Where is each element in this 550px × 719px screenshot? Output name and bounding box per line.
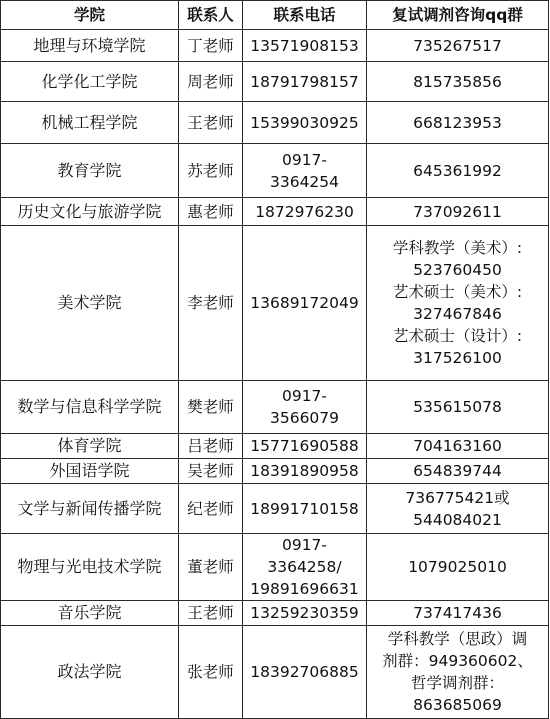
qq-cell: 1079025010 [367,534,549,601]
phone-cell: 18391890958 [243,459,367,484]
header-college: 学院 [1,1,179,30]
header-phone: 联系电话 [243,1,367,30]
header-qq: 复试调剂咨询qq群 [367,1,549,30]
contact-cell: 王老师 [179,102,243,144]
college-cell: 地理与环境学院 [1,30,179,62]
contact-cell: 董老师 [179,534,243,601]
phone-cell: 0917- 3364254 [243,144,367,198]
phone-cell: 15771690588 [243,434,367,459]
college-cell: 外国语学院 [1,459,179,484]
phone-cell: 1872976230 [243,198,367,226]
table-row [1,434,549,459]
table-row [1,601,549,626]
table-row [1,534,549,601]
header-row [1,1,549,30]
college-cell: 机械工程学院 [1,102,179,144]
qq-cell: 736775421或 544084021 [367,484,549,534]
qq-cell: 学科教学（美术）: 523760450 艺术硕士（美术）: 327467846 艺术硕士（设计）: 317526100 [367,226,549,381]
phone-cell: 18392706885 [243,626,367,719]
phone-cell: 18791798157 [243,62,367,102]
contact-cell: 李老师 [179,226,243,381]
college-cell: 文学与新闻传播学院 [1,484,179,534]
table-row [1,62,549,102]
contact-cell: 王老师 [179,601,243,626]
contact-cell: 吴老师 [179,459,243,484]
qq-cell: 737092611 [367,198,549,226]
college-cell: 美术学院 [1,226,179,381]
contact-cell: 惠老师 [179,198,243,226]
college-cell: 历史文化与旅游学院 [1,198,179,226]
qq-cell: 535615078 [367,381,549,434]
qq-cell: 645361992 [367,144,549,198]
phone-cell: 0917- 3566079 [243,381,367,434]
contact-cell: 苏老师 [179,144,243,198]
table-row [1,459,549,484]
phone-cell: 0917- 3364258/ 19891696631 [243,534,367,601]
phone-cell: 15399030925 [243,102,367,144]
phone-cell: 13259230359 [243,601,367,626]
contact-cell: 纪老师 [179,484,243,534]
table-row [1,102,549,144]
college-cell: 数学与信息科学学院 [1,381,179,434]
qq-cell: 654839744 [367,459,549,484]
college-cell: 教育学院 [1,144,179,198]
qq-cell: 668123953 [367,102,549,144]
table-row [1,30,549,62]
table-row [1,484,549,534]
table-row [1,626,549,719]
qq-cell: 704163160 [367,434,549,459]
college-cell: 化学化工学院 [1,62,179,102]
qq-cell: 737417436 [367,601,549,626]
contact-cell: 周老师 [179,62,243,102]
phone-cell: 13689172049 [243,226,367,381]
header-contact: 联系人 [179,1,243,30]
table-row [1,144,549,198]
contact-cell: 吕老师 [179,434,243,459]
contact-cell: 丁老师 [179,30,243,62]
contact-cell: 张老师 [179,626,243,719]
qq-cell: 815735856 [367,62,549,102]
college-cell: 音乐学院 [1,601,179,626]
contact-cell: 樊老师 [179,381,243,434]
college-cell: 体育学院 [1,434,179,459]
qq-cell: 735267517 [367,30,549,62]
phone-cell: 13571908153 [243,30,367,62]
table-row [1,381,549,434]
table-row [1,226,549,381]
college-cell: 政法学院 [1,626,179,719]
college-cell: 物理与光电技术学院 [1,534,179,601]
qq-cell: 学科教学（思政）调 剂群：949360602、 哲学调剂群： 863685069 [367,626,549,719]
table-row [1,198,549,226]
phone-cell: 18991710158 [243,484,367,534]
